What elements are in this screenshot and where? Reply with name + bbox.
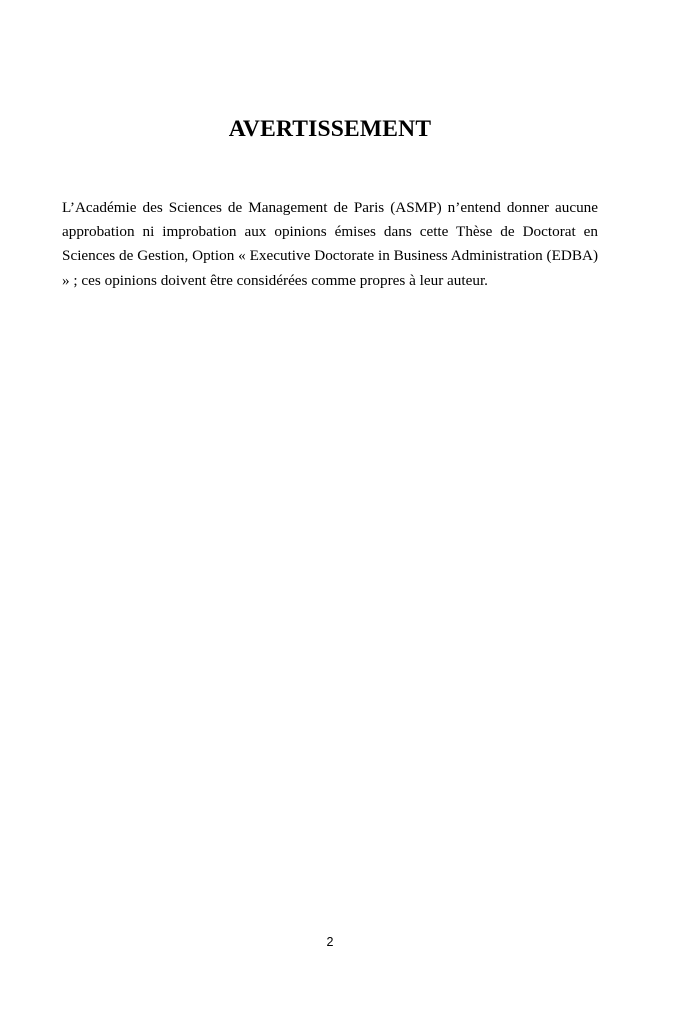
warning-paragraph: L’Académie des Sciences de Management de Paris (ASMP) n’entend donner aucune approbation ni improbation aux opinions émises dans cette Thèse de Doctorat en Sciences de Gestion, Option « Executive Doctorate in Business Administration (EDBA) » ; ces opinions doivent être considérées comme propres à leur auteur. — [62, 199, 598, 289]
page-number: 2 — [326, 935, 334, 949]
page-title: AVERTISSEMENT — [228, 116, 432, 142]
